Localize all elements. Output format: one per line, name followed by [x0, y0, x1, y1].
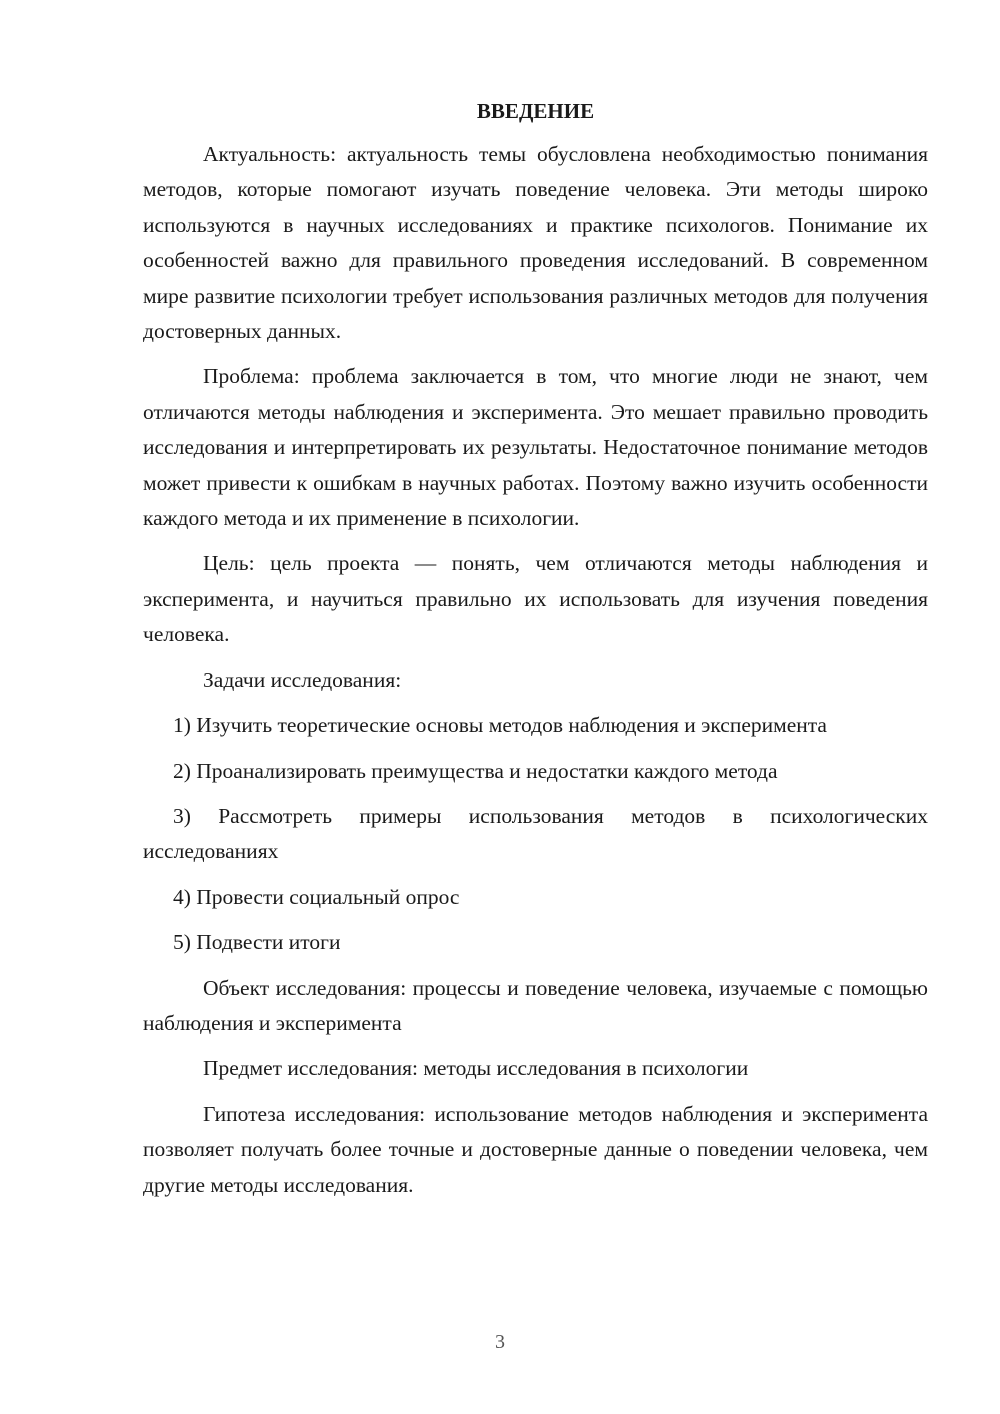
- paragraph-problem: Проблема: проблема заключается в том, что многие люди не знают, чем отличаются методы наблюдения и эксперимента. Это мешает правильно проводить исследования и интерпретировать их результаты. Недостаточное понимание методов может привести к ошибкам в научных работах. Поэтому важно изучить особенности каждого метода и их применение в психологии.: [143, 364, 928, 531]
- page-number: 3: [495, 1331, 505, 1353]
- task-item: 5) Подвести итоги: [173, 930, 341, 955]
- paragraph-tasks-heading: Задачи исследования:: [203, 667, 402, 692]
- task-item: 2) Проанализировать преимущества и недостатки каждого метода: [173, 758, 778, 783]
- task-item: 4) Провести социальный опрос: [173, 884, 460, 909]
- paragraph-object: Объект исследования: процессы и поведение человека, изучаемые с помощью наблюдения и эксперимента: [143, 975, 928, 1035]
- paragraph-relevance: Актуальность: актуальность темы обусловлена необходимостью понимания методов, которые помогают изучать поведение человека. Эти методы широко используются в научных исследованиях и практике психологов. Понимание их особенностей важно для правильного проведения исследований. В современном мире развитие психологии требует использования различных методов для получения достоверных данных.: [143, 142, 928, 344]
- page-title: ВВЕДЕНИЕ: [476, 99, 595, 123]
- paragraph-subject: Предмет исследования: методы исследования в психологии: [203, 1056, 749, 1081]
- task-item: 1) Изучить теоретические основы методов наблюдения и эксперимента: [173, 713, 827, 738]
- paragraph-goal: Цель: цель проекта — понять, чем отличаются методы наблюдения и эксперимента, и научиться правильно их использовать для изучения поведения человека.: [143, 551, 928, 647]
- task-item: 3) Рассмотреть примеры использования методов в психологических исследованиях: [143, 803, 928, 864]
- document-page: [143, 96, 928, 1213]
- paragraph-hypothesis: Гипотеза исследования: использование методов наблюдения и эксперимента позволяет получать более точные и достоверные данные о поведении человека, чем другие методы исследования.: [143, 1101, 928, 1197]
